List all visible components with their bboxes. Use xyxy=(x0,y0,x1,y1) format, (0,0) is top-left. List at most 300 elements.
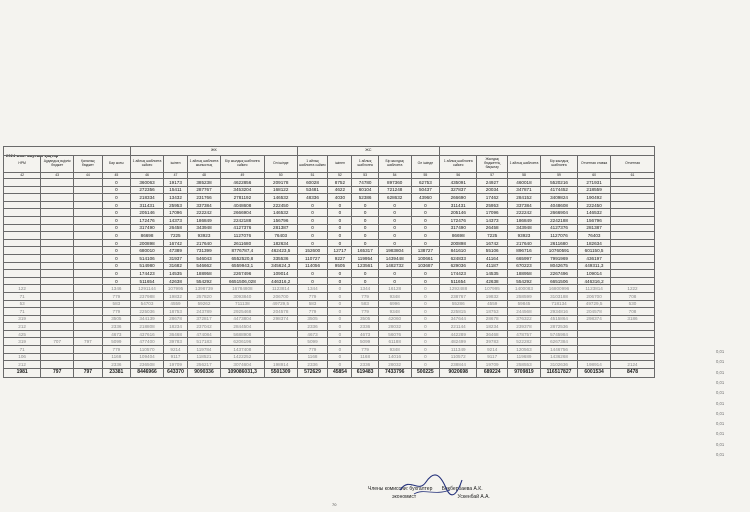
cell-value: 116517827 xyxy=(540,368,577,377)
cell-nrm xyxy=(4,232,41,240)
cell-value: 0 xyxy=(297,224,328,232)
cell-value: 48336 xyxy=(297,194,328,202)
cell-value: 19173 xyxy=(163,179,187,187)
column-header: Ол ішінде xyxy=(264,156,297,173)
side-value: 0,01 xyxy=(716,390,725,396)
cell-value: 19832 xyxy=(477,292,508,300)
cell-value: 3102636 xyxy=(540,361,577,369)
cell-extra xyxy=(611,323,655,331)
cell-value: 14016 xyxy=(378,353,411,361)
cell-nrm: 71 xyxy=(4,308,41,316)
cell-value: 109014 xyxy=(264,270,297,278)
table-row xyxy=(4,292,655,300)
cell-value: 689224 xyxy=(477,368,508,377)
cell-value: 6267384 xyxy=(540,338,577,346)
cell-value: 8446966 xyxy=(131,368,164,377)
cell-value: 5501309 xyxy=(264,368,297,377)
cell-value: 6206196 xyxy=(220,338,264,346)
cell-value: 601150,5 xyxy=(578,247,611,255)
cell-value: 583 xyxy=(352,300,378,308)
cell-count: 0 xyxy=(102,232,130,240)
table-row xyxy=(4,254,655,262)
cell-value: 474084 xyxy=(188,330,221,338)
cell-value: 624833 xyxy=(440,254,477,262)
cell-value: 372817 xyxy=(188,315,221,323)
table-row xyxy=(4,346,655,354)
cell-value: 281387 xyxy=(264,224,297,232)
cell-value: 16800996 xyxy=(540,285,577,293)
cell-extra: 1222 xyxy=(611,285,655,293)
cell-value: 26458 xyxy=(163,224,187,232)
cell-value: 42638 xyxy=(477,277,508,285)
cell-value: 721248 xyxy=(378,186,411,194)
cell-value: 1291144 xyxy=(131,285,164,293)
cell-value: 0 xyxy=(411,330,439,338)
cell-extra xyxy=(611,179,655,187)
cell-value: 7433796 xyxy=(378,368,411,377)
cell-value: 0 xyxy=(352,201,378,209)
cell-value: 4622856 xyxy=(220,179,264,187)
cell-value: 0 xyxy=(297,232,328,240)
cell-value: 1439448 xyxy=(378,254,411,262)
cell-value: 4048608 xyxy=(220,201,264,209)
cell-city xyxy=(74,209,102,217)
cell-value: 24927 xyxy=(477,179,508,187)
cell-value: 345624,3 xyxy=(264,262,297,270)
cell-value: 2611680 xyxy=(220,239,264,247)
cell-count: 0 xyxy=(102,216,130,224)
cell-city xyxy=(74,201,102,209)
cell-value: 49729,5 xyxy=(578,300,611,308)
cell-value: 9348 xyxy=(378,292,411,300)
cell-region xyxy=(41,186,74,194)
cell-city xyxy=(74,361,102,369)
cell-city xyxy=(74,346,102,354)
column-index: 60 xyxy=(578,173,611,179)
column-header: Бір жылдық шаблонға сәйкес xyxy=(220,156,264,173)
cell-value: 376322 xyxy=(508,315,541,323)
cell-value: 0 xyxy=(378,232,411,240)
column-index: 55 xyxy=(411,173,439,179)
cell-extra xyxy=(611,239,655,247)
cell-value: 0 xyxy=(411,346,439,354)
cell-value: 28678 xyxy=(477,315,508,323)
table-cell xyxy=(440,147,655,156)
cell-count: 4673 xyxy=(102,330,130,338)
cell-value: 478757 xyxy=(508,330,541,338)
side-value: 0,01 xyxy=(716,379,725,385)
cell-value: 0 xyxy=(411,361,439,369)
side-value: 0,01 xyxy=(716,400,725,406)
cell-value: 16128 xyxy=(378,285,411,293)
cell-nrm: 212 xyxy=(4,361,41,369)
cell-value: 28032 xyxy=(378,361,411,369)
cell-value: 0 xyxy=(411,292,439,300)
cell-value: 0 xyxy=(328,338,352,346)
cell-value: 146532 xyxy=(578,209,611,217)
cell-city xyxy=(74,186,102,194)
cell-value: 554292 xyxy=(188,277,221,285)
cell-value: 200898 xyxy=(440,239,477,247)
cell-value: 60028 xyxy=(297,179,328,187)
cell-value xyxy=(264,353,297,361)
cell-value: 61188 xyxy=(378,338,411,346)
cell-count: 1168 xyxy=(102,353,130,361)
column-header: Бар жоғы xyxy=(102,156,130,173)
cell-value: 119689 xyxy=(508,353,541,361)
cell-value: 190492 xyxy=(578,194,611,202)
cell-value: 156796 xyxy=(578,216,611,224)
cell-value: 4622 xyxy=(328,186,352,194)
cell-city: 797 xyxy=(74,338,102,346)
cell-value: 449311,3 xyxy=(578,262,611,270)
cell-value: 718134 xyxy=(540,300,577,308)
cell-value: 206700 xyxy=(578,292,611,300)
cell-value: 0 xyxy=(328,285,352,293)
cell-value: 546043 xyxy=(188,254,221,262)
table-row xyxy=(4,232,655,240)
column-header: Отчетная ставка xyxy=(578,156,611,173)
cell-value: 0 xyxy=(328,232,352,240)
table-row xyxy=(4,368,655,377)
cell-value: 670223 xyxy=(508,262,541,270)
cell-value: 9117 xyxy=(477,353,508,361)
column-index: 47 xyxy=(163,173,187,179)
cell-value: 0 xyxy=(328,292,352,300)
cell-nrm xyxy=(4,247,41,255)
column-header: НРМ xyxy=(4,156,41,173)
cell-value: 17096 xyxy=(163,209,187,217)
cell-value: 9214 xyxy=(477,346,508,354)
cell-value xyxy=(264,338,297,346)
cell-value: 2242188 xyxy=(540,216,577,224)
cell-value: 55286 xyxy=(440,300,477,308)
cell-extra xyxy=(611,277,655,285)
cell-value: 238767 xyxy=(440,292,477,300)
cell-value: 146532 xyxy=(264,209,297,217)
cell-value: 4515864 xyxy=(540,315,577,323)
cell-value: 514980 xyxy=(131,262,164,270)
cell-value: 86698 xyxy=(131,232,164,240)
cell-value: 335536 xyxy=(264,254,297,262)
cell-value: 4673 xyxy=(352,330,378,338)
cell-value: 1436268 xyxy=(540,353,577,361)
cell-value: 50437 xyxy=(411,186,439,194)
cell-nrm: 1981 xyxy=(4,368,41,377)
group-zhs: ЖС xyxy=(297,147,439,156)
cell-value: 172476 xyxy=(440,216,477,224)
cell-value: 2844504 xyxy=(220,323,264,331)
column-index: 59 xyxy=(540,173,577,179)
cell-value: 56076 xyxy=(378,330,411,338)
cell-value: 343948 xyxy=(508,224,541,232)
cell-value: 206700 xyxy=(264,292,297,300)
cell-value: 52386 xyxy=(352,194,378,202)
cell-value: 896716 xyxy=(508,247,541,255)
cell-value: 3409824 xyxy=(540,194,577,202)
cell-value: 3074604 xyxy=(220,361,264,369)
cell-extra: 708 xyxy=(611,292,655,300)
cell-value: 25953 xyxy=(477,201,508,209)
cell-count: 0 xyxy=(102,224,130,232)
cell-region xyxy=(41,224,74,232)
cell-region xyxy=(41,270,74,278)
cell-value: 76403 xyxy=(264,232,297,240)
cell-nrm: 122 xyxy=(4,285,41,293)
column-header: Жылдық бюджеттің бақылау xyxy=(477,156,508,173)
cell-nrm: 71 xyxy=(4,292,41,300)
cell-value: 0 xyxy=(297,239,328,247)
cell-nrm: 319 xyxy=(4,315,41,323)
column-index: 56 xyxy=(440,173,477,179)
cell-extra xyxy=(611,209,655,217)
cell-value: 236508 xyxy=(131,361,164,369)
cell-count: 779 xyxy=(102,346,130,354)
cell-value: 0 xyxy=(352,209,378,217)
cell-city xyxy=(74,330,102,338)
cell-value: 1344 xyxy=(352,285,378,293)
cell-value: 2336 xyxy=(352,323,378,331)
cell-value: 217640 xyxy=(188,239,221,247)
cell-nrm: 106 xyxy=(4,353,41,361)
cell-value: 20034 xyxy=(477,186,508,194)
column-header: Ол ішінде xyxy=(411,156,439,173)
cell-value: 188958 xyxy=(188,270,221,278)
column-index: 43 xyxy=(41,173,74,179)
column-index: 49 xyxy=(220,173,264,179)
cell-value: 435091 xyxy=(440,179,477,187)
cell-value: 0 xyxy=(328,209,352,217)
cell-value: 711138 xyxy=(220,300,264,308)
cell-extra: 2124 xyxy=(611,361,655,369)
cell-region xyxy=(41,194,74,202)
cell-value: 4030 xyxy=(328,194,352,202)
cell-value: 19709 xyxy=(163,361,187,369)
cell-value: 26458 xyxy=(477,224,508,232)
cell-value: 152600 xyxy=(297,247,328,255)
cell-nrm: 71 xyxy=(4,346,41,354)
table-row xyxy=(4,361,655,369)
cell-nrm xyxy=(4,194,41,202)
cell-nrm xyxy=(4,262,41,270)
cell-value: 8042675 xyxy=(540,262,577,270)
cell-city xyxy=(74,315,102,323)
cell-value: 258553 xyxy=(508,361,541,369)
cell-value: 0 xyxy=(378,209,411,217)
cell-value: 1400083 xyxy=(508,285,541,293)
cell-count: 0 xyxy=(102,239,130,247)
cell-region xyxy=(41,262,74,270)
cell-value: 9227 xyxy=(328,254,352,262)
cell-value: 0 xyxy=(297,201,328,209)
cell-value: 109404 xyxy=(131,353,164,361)
cell-value: 165317 xyxy=(352,247,378,255)
cell-value: 100661 xyxy=(411,254,439,262)
cell-value: 2666904 xyxy=(220,209,264,217)
cell-value: 446316,2 xyxy=(578,277,611,285)
cell-value: 522282 xyxy=(508,338,541,346)
cell-value: 2611680 xyxy=(540,239,577,247)
table-row xyxy=(4,270,655,278)
table-row xyxy=(4,300,655,308)
page-number: 70 xyxy=(332,502,337,507)
cell-value: 18234 xyxy=(163,323,187,331)
cell-value: 39783 xyxy=(477,338,508,346)
cell-count: 583 xyxy=(102,300,130,308)
cell-value: 779 xyxy=(297,308,328,316)
cell-value: 344139 xyxy=(131,315,164,323)
cell-value: 16742 xyxy=(163,239,187,247)
cell-value: 16784808 xyxy=(220,285,264,293)
cell-value: 205146 xyxy=(440,209,477,217)
side-value: 0,01 xyxy=(716,410,725,416)
cell-value: 0 xyxy=(411,300,439,308)
cell-nrm xyxy=(4,270,41,278)
sheet-caption: 2024 жыл маусым қаңтар xyxy=(6,153,59,158)
cell-value: 1422252 xyxy=(220,353,264,361)
cell-count: 0 xyxy=(102,270,130,278)
cell-extra: 708 xyxy=(611,308,655,316)
cell-value: 0 xyxy=(328,346,352,354)
column-header: ішінен xyxy=(163,156,187,173)
cell-value: 17096 xyxy=(477,209,508,217)
cell-value: 0 xyxy=(378,270,411,278)
cell-nrm xyxy=(4,277,41,285)
cell-value: 2336 xyxy=(297,323,328,331)
cell-count: 5099 xyxy=(102,338,130,346)
cell-value: 311431 xyxy=(440,201,477,209)
cell-value: 0 xyxy=(328,300,352,308)
cell-value: 436197 xyxy=(578,254,611,262)
cell-extra: 8478 xyxy=(611,368,655,377)
cell-region xyxy=(41,300,74,308)
cell-value: 0 xyxy=(378,201,411,209)
cell-value: 9348 xyxy=(378,346,411,354)
column-index: 50 xyxy=(264,173,297,179)
cell-value: 10760591 xyxy=(540,247,577,255)
cell-value: 500225 xyxy=(411,368,439,377)
cell-value: 9020698 xyxy=(440,368,477,377)
cell-region xyxy=(41,353,74,361)
cell-region xyxy=(41,277,74,285)
cell-value: 0 xyxy=(411,353,439,361)
column-header: Бір жылдық шаблонға xyxy=(378,156,411,173)
cell-value: 62753 xyxy=(411,179,439,187)
column-index: 61 xyxy=(611,173,655,179)
header-row xyxy=(4,156,655,173)
cell-city xyxy=(74,254,102,262)
cell-value: 204578 xyxy=(264,308,297,316)
side-value: 0,01 xyxy=(716,421,725,427)
cell-value: 271931 xyxy=(578,179,611,187)
cell-count: 0 xyxy=(102,262,130,270)
cell-value: 779 xyxy=(297,346,328,354)
cell-value: 9348 xyxy=(378,308,411,316)
cell-value: 49729,5 xyxy=(264,300,297,308)
cell-nrm xyxy=(4,239,41,247)
cell-extra xyxy=(611,353,655,361)
cell-region: 797 xyxy=(41,368,74,377)
cell-value: 9117 xyxy=(163,353,187,361)
cell-value: 244568 xyxy=(508,308,541,316)
header-group-row xyxy=(4,147,655,156)
cell-value: 1127076 xyxy=(540,232,577,240)
table-row xyxy=(4,224,655,232)
cell-value: 8776787,4 xyxy=(220,247,264,255)
table-row xyxy=(4,201,655,209)
cell-value: 0 xyxy=(378,224,411,232)
cell-value: 86698 xyxy=(440,232,477,240)
cell-region xyxy=(41,285,74,293)
cell-value: 110727 xyxy=(297,254,328,262)
side-value: 0,01 xyxy=(716,441,725,447)
cell-value: 0 xyxy=(328,353,352,361)
cell-value: 205146 xyxy=(131,209,164,217)
cell-value: 731399 xyxy=(188,247,221,255)
column-index: 51 xyxy=(297,173,328,179)
cell-city xyxy=(74,323,102,331)
cell-value: 0 xyxy=(411,323,439,331)
cell-value: 218559 xyxy=(578,186,611,194)
cell-value: 9214 xyxy=(163,346,187,354)
cell-value: 103687 xyxy=(411,262,439,270)
cell-value: 59845 xyxy=(508,300,541,308)
cell-value xyxy=(578,353,611,361)
cell-value: 107995 xyxy=(163,285,187,293)
cell-value: 5099 xyxy=(352,338,378,346)
cell-value: 0 xyxy=(328,216,352,224)
cell-region xyxy=(41,292,74,300)
column-header: Аудандық өңірлік бюджет xyxy=(41,156,74,173)
side-value: 0,01 xyxy=(716,359,725,365)
cell-value: 107995 xyxy=(477,285,508,293)
cell-value: 55106 xyxy=(477,247,508,255)
cell-nrm: 425 xyxy=(4,330,41,338)
cell-extra xyxy=(611,232,655,240)
cell-value: 1344 xyxy=(297,285,328,293)
table-row xyxy=(4,323,655,331)
cell-value: 897360 xyxy=(378,179,411,187)
cell-value: 5520216 xyxy=(540,179,577,187)
cell-value: 76403 xyxy=(578,232,611,240)
cell-value: 18753 xyxy=(477,308,508,316)
cell-value: 257820 xyxy=(188,292,221,300)
cell-value: 14373 xyxy=(163,216,187,224)
cell-value: 0 xyxy=(328,361,352,369)
cell-value: 0 xyxy=(328,308,352,316)
cell-value: 272356 xyxy=(131,186,164,194)
cell-value: 4673 xyxy=(297,330,328,338)
handwritten-signature xyxy=(396,470,466,498)
cell-value: 2242188 xyxy=(220,216,264,224)
cell-value: 172476 xyxy=(131,216,164,224)
cell-extra xyxy=(611,346,655,354)
cell-value: 629036 xyxy=(440,262,477,270)
cell-value: 511654 xyxy=(131,277,164,285)
cell-value: 186849 xyxy=(508,216,541,224)
cell-value: 311431 xyxy=(131,201,164,209)
side-value: 0,01 xyxy=(716,369,725,375)
cell-city xyxy=(74,262,102,270)
cell-value: 281387 xyxy=(578,224,611,232)
cell-value: 0 xyxy=(352,239,378,247)
cell-value: 266690 xyxy=(440,194,477,202)
cell-value: 222242 xyxy=(508,209,541,217)
cell-extra xyxy=(611,270,655,278)
cell-value: 12717 xyxy=(328,247,352,255)
cell-value: 54703 xyxy=(131,300,164,308)
cell-nrm: 319 xyxy=(4,338,41,346)
